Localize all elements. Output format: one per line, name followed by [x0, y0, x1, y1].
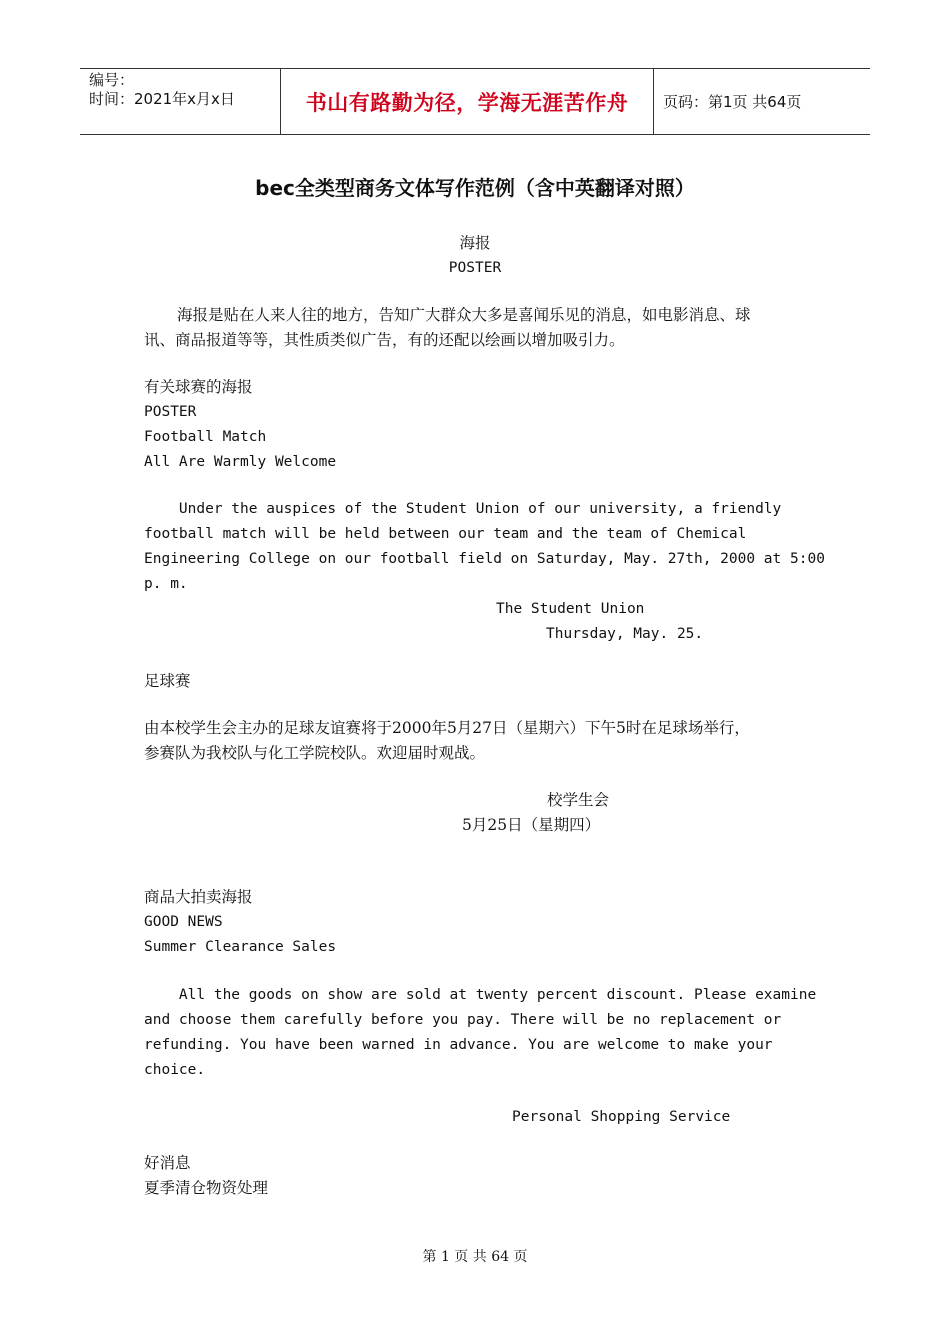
- intro-line: 海报是贴在人来人往的地方，告知广大群众大多是喜闻乐见的消息，如电影消息、球: [177, 306, 751, 324]
- example1-poster: POSTER: [144, 404, 197, 420]
- example2-cn-line: 好消息: [144, 1154, 191, 1172]
- example2-cn-line: 夏季清仓物资处理: [144, 1179, 269, 1197]
- example2-news: GOOD NEWS: [144, 914, 223, 930]
- example1-body-line: Under the auspices of the Student Union of our university, a friendly: [144, 501, 782, 517]
- intro-line: 讯、商品报道等等，其性质类似广告，有的还配以绘画以增加吸引力。: [144, 331, 625, 349]
- example1-cn-signature: 校学生会: [547, 791, 610, 809]
- example1-welcome: All Are Warmly Welcome: [144, 454, 337, 470]
- example2-body-line: choice.: [144, 1062, 206, 1078]
- example1-cn-body: 由本校学生会主办的足球友谊赛将于2000年5月27日（星期六）下午5时在足球场举行，: [144, 719, 750, 737]
- example2-sales: Summer Clearance Sales: [144, 939, 337, 955]
- example1-body-line: Engineering College on our football field on Saturday, May. 27th, 2000 at 5:00: [144, 551, 825, 567]
- example1-match: Football Match: [144, 429, 267, 445]
- motto: 书山有路勤为径，学海无涯苦作舟: [281, 69, 654, 134]
- date-label: 时间：2021年x月x日: [89, 90, 235, 108]
- example1-date: Thursday, May. 25.: [546, 626, 704, 642]
- page-footer: 第 1 页 共 64 页: [422, 1249, 528, 1265]
- page-info: 页码：第1页 共64页: [663, 93, 802, 111]
- example2-heading: 商品大拍卖海报: [144, 888, 253, 906]
- header-table: [80, 68, 870, 135]
- section-title-cn: 海报: [459, 234, 491, 252]
- example2-body-line: and choose them carefully before you pay. There will be no replacement or: [144, 1012, 782, 1028]
- example1-signature: The Student Union: [496, 601, 645, 617]
- example2-signature: Personal Shopping Service: [512, 1109, 731, 1125]
- example1-cn-body: 参赛队为我校队与化工学院校队。欢迎届时观战。: [144, 744, 486, 762]
- document-title: bec全类型商务文体写作范例（含中英翻译对照）: [255, 176, 695, 200]
- example2-body-line: All the goods on show are sold at twenty percent discount. Please examine: [144, 987, 817, 1003]
- example1-heading: 有关球赛的海报: [144, 378, 253, 396]
- example1-body-line: p. m.: [144, 576, 188, 592]
- example1-cn-date: 5月25日（星期四）: [462, 816, 601, 834]
- example1-body-line: football match will be held between our team and the team of Chemical: [144, 526, 747, 542]
- section-title-en: POSTER: [448, 260, 502, 276]
- header-meta: [80, 69, 281, 134]
- number-label: 编号：: [89, 71, 135, 89]
- example1-cn-heading: 足球赛: [144, 672, 191, 690]
- example2-body-line: refunding. You have been warned in advance. You are welcome to make your: [144, 1037, 773, 1053]
